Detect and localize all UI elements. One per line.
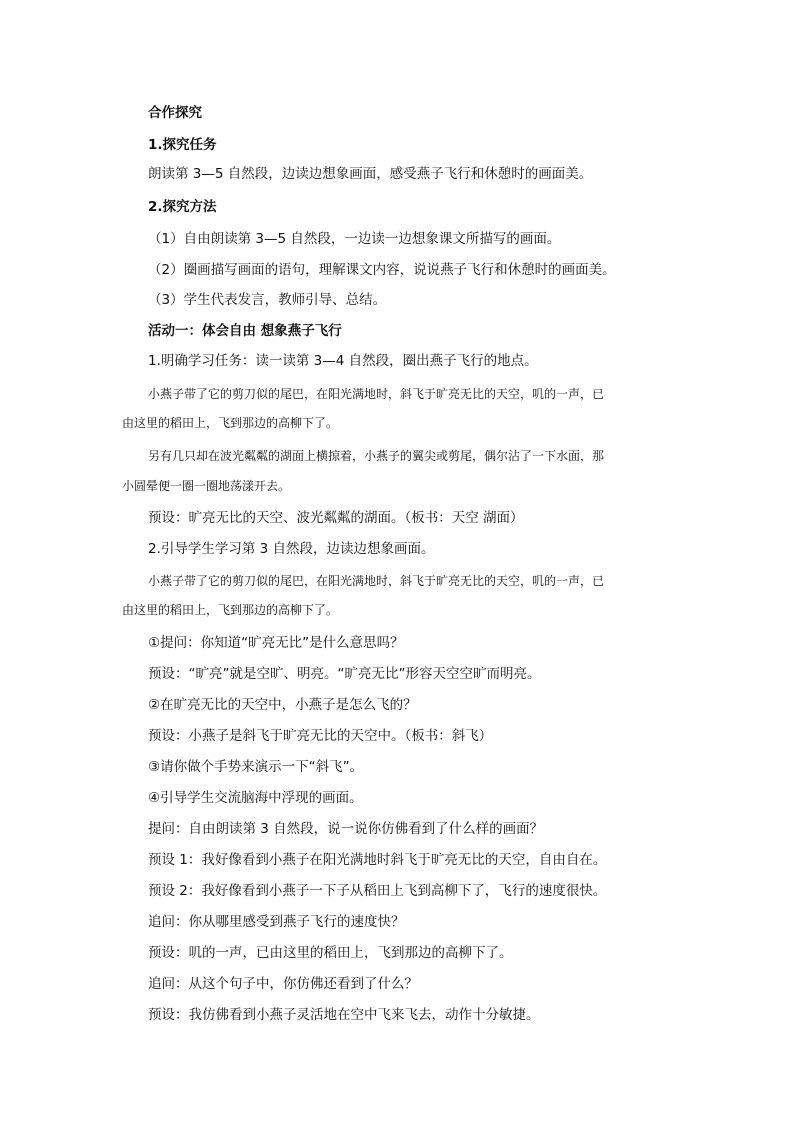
passage-line: 另有几只却在波光粼粼的湖面上横掠着，小燕子的翼尖或剪尾，偶尔沾了一下水面，那: [148, 449, 605, 463]
preset-answer: 预设 1：我好像看到小燕子在阳光满地时斜飞于旷亮无比的天空，自由自在。: [148, 852, 607, 868]
preset-answer: 预设 2：我好像看到小燕子一下子从稻田上飞到高柳下了，飞行的速度很快。: [148, 883, 607, 899]
passage-line: 由这里的稻田上，飞到那边的高柳下了。: [122, 603, 339, 617]
section-title: 合作探究: [148, 105, 202, 121]
passage-line: 小燕子带了它的剪刀似的尾巴，在阳光满地时，斜飞于旷亮无比的天空，叽的一声，已: [148, 574, 605, 588]
task-heading: 1.探究任务: [148, 137, 217, 153]
question: 提问：自由朗读第 3 自然段，说一说你仿佛看到了什么样的画面？: [148, 821, 544, 837]
step-2: 2.引导学生学习第 3 自然段，边读边想象画面。: [148, 541, 435, 557]
question: ①提问：你知道“旷亮无比”是什么意思吗？: [148, 635, 404, 651]
question: ②在旷亮无比的天空中，小燕子是怎么飞的？: [148, 697, 417, 713]
passage-line: 小圆晕便一圈一圈地荡漾开去。: [122, 479, 291, 493]
preset-answer: 预设：旷亮无比的天空、波光粼粼的湖面。（板书：天空 湖面）: [148, 510, 524, 526]
preset-answer: 预设：我仿佛看到小燕子灵活地在空中飞来飞去，动作十分敏捷。: [148, 1007, 540, 1023]
follow-up-question: 追问：从这个句子中，你仿佛还看到了什么？: [148, 976, 418, 992]
activity-title: 活动一：体会自由 想象燕子飞行: [148, 323, 342, 339]
preset-answer: 预设：“旷亮”就是空旷、明亮。“旷亮无比”形容天空空旷而明亮。: [148, 666, 541, 682]
preset-answer: 预设：叽的一声，已由这里的稻田上，飞到那边的高柳下了。: [148, 945, 513, 961]
preset-answer: 预设：小燕子是斜飞于旷亮无比的天空中。（板书：斜飞）: [148, 728, 493, 744]
follow-up-question: 追问：你从哪里感受到燕子飞行的速度快？: [148, 914, 405, 930]
passage-line: 由这里的稻田上，飞到那边的高柳下了。: [122, 416, 339, 430]
method-item: （2）圈画描写画面的语句，理解课文内容，说说燕子飞行和休憩时的画面美。: [148, 262, 616, 278]
passage-line: 小燕子带了它的剪刀似的尾巴，在阳光满地时，斜飞于旷亮无比的天空，叽的一声，已: [148, 387, 605, 401]
question: ③请你做个手势来演示一下“斜飞”。: [148, 759, 364, 775]
task-text: 朗读第 3—5 自然段，边读边想象画面，感受燕子飞行和休憩时的画面美。: [148, 166, 593, 182]
step-1: 1.明确学习任务：读一读第 3—4 自然段，圈出燕子飞行的地点。: [148, 353, 538, 369]
method-heading: 2.探究方法: [148, 199, 217, 215]
question: ④引导学生交流脑海中浮现的画面。: [148, 790, 363, 806]
method-item: （1）自由朗读第 3—5 自然段，一边读一边想象课文所描写的画面。: [148, 231, 561, 247]
method-item: （3）学生代表发言，教师引导、总结。: [148, 292, 387, 308]
